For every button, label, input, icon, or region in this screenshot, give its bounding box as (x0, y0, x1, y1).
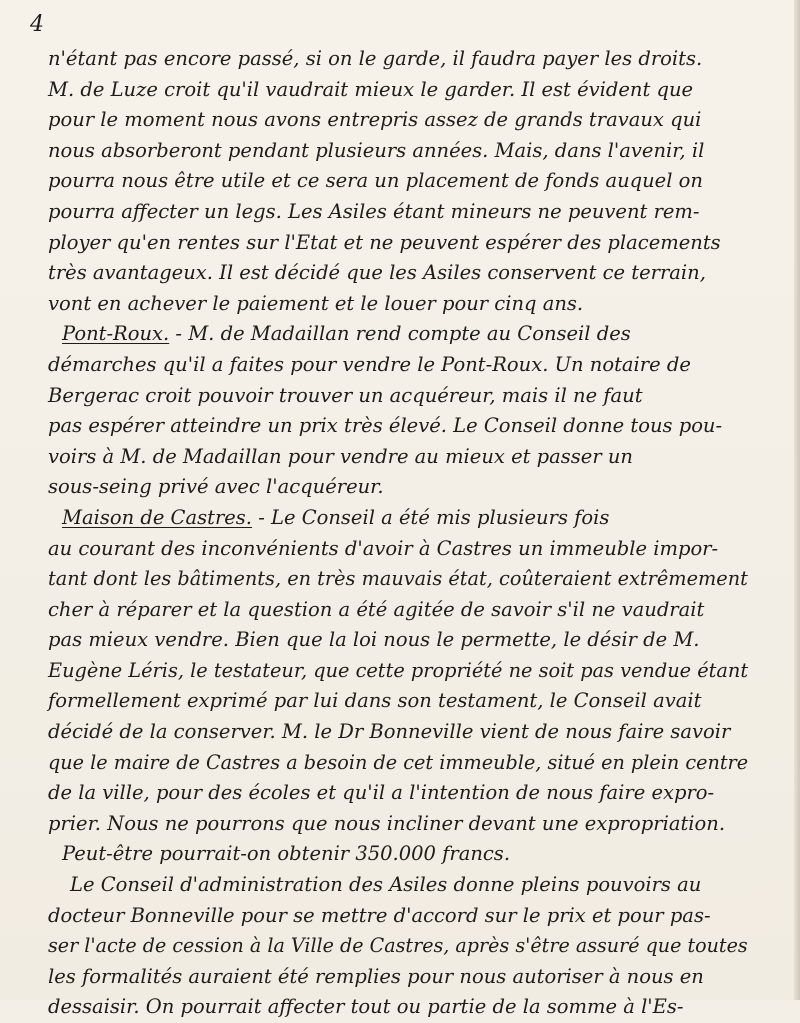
text-line: dessaisir. On pourrait affecter tout ou partie de la somme à l'Es- (48, 995, 684, 1019)
text-line: pourra affecter un legs. Les Asiles étant mineurs ne peuvent rem- (48, 199, 700, 223)
text-line: au courant des inconvénients d'avoir à Castres un immeuble impor- (48, 536, 719, 560)
text-line: nous absorberont pendant plusieurs années. Mais, dans l'avenir, il (48, 138, 705, 162)
section-heading-castres: Maison de Castres. (62, 505, 253, 529)
text-line: pour le moment nous avons entrepris assez de grands travaux qui (48, 108, 702, 132)
page-edge (794, 0, 800, 1000)
text-line: Eugène Léris, le testateur, que cette propriété ne soit pas vendue étant (48, 658, 749, 682)
text-line: cher à réparer et la question a été agitée de savoir s'il ne vaudrait (48, 597, 705, 621)
text-line: vont en achever le paiement et le louer pour cinq ans. (48, 291, 584, 315)
text-line: n'étant pas encore passé, si on le garde, il faudra payer les droits. (48, 47, 703, 70)
manuscript-text (48, 44, 748, 1023)
text-line: pas espérer atteindre un prix très élevé. Le Conseil donne tous pou- (48, 414, 723, 438)
text-line: Peut-être pourrait-on obtenir 350.000 francs. (62, 842, 511, 866)
text-line: M. de Luze croit qu'il vaudrait mieux le garder. Il est évident que (48, 77, 694, 101)
text-line: de la ville, pour des écoles et qu'il a l'intention de nous faire expro- (48, 781, 715, 805)
section-heading-pont-roux: Pont-Roux. (62, 322, 170, 346)
text-line: sous-seing privé avec l'acquéreur. (48, 475, 384, 499)
text-line: pas mieux vendre. Bien que la loi nous le permette, le désir de M. (48, 628, 700, 652)
text-line: formellement exprimé par lui dans son testament, le Conseil avait (48, 689, 702, 713)
text-line: Le Conseil d'administration des Asiles donne pleins pouvoirs au (70, 873, 702, 897)
page-number: 4 (30, 12, 44, 37)
text-line: décidé de la conserver. M. le Dr Bonneville vient de nous faire savoir (48, 720, 731, 744)
text-line: tant dont les bâtiments, en très mauvais état, coûteraient extrêmement (48, 567, 748, 591)
text-line: les formalités auraient été remplies pour nous autoriser à nous en (48, 964, 704, 988)
text-line: que le maire de Castres a besoin de cet immeuble, situé en plein centre (48, 750, 749, 774)
text-line: Bergerac croit pouvoir trouver un acquéreur, mais il ne faut (48, 383, 643, 407)
text-segment: - Le Conseil a été mis plusieurs fois (252, 505, 610, 529)
text-line: démarches qu'il a faites pour vendre le Pont-Roux. Un notaire de (48, 352, 691, 376)
text-line: voirs à M. de Madaillan pour vendre au mieux et passer un (48, 444, 633, 468)
text-line: pourra nous être utile et ce sera un placement de fonds auquel on (48, 169, 703, 193)
text-line: prier. Nous ne pourrons que nous incliner devant une expropriation. (48, 811, 726, 835)
text-line: ployer qu'en rentes sur l'Etat et ne peuvent espérer des placements (48, 230, 721, 254)
text-line: ser l'acte de cession à la Ville de Castres, après s'être assuré que toutes (48, 934, 748, 958)
text-segment: - M. de Madaillan rend compte au Conseil des (169, 322, 631, 346)
section-castres-first-line (48, 503, 748, 534)
section-pont-roux-first-line (48, 319, 748, 350)
text-line: très avantageux. Il est décidé que les Asiles conservent ce terrain, (48, 261, 706, 285)
text-line: docteur Bonneville pour se mettre d'accord sur le prix et pour pas- (48, 903, 711, 927)
